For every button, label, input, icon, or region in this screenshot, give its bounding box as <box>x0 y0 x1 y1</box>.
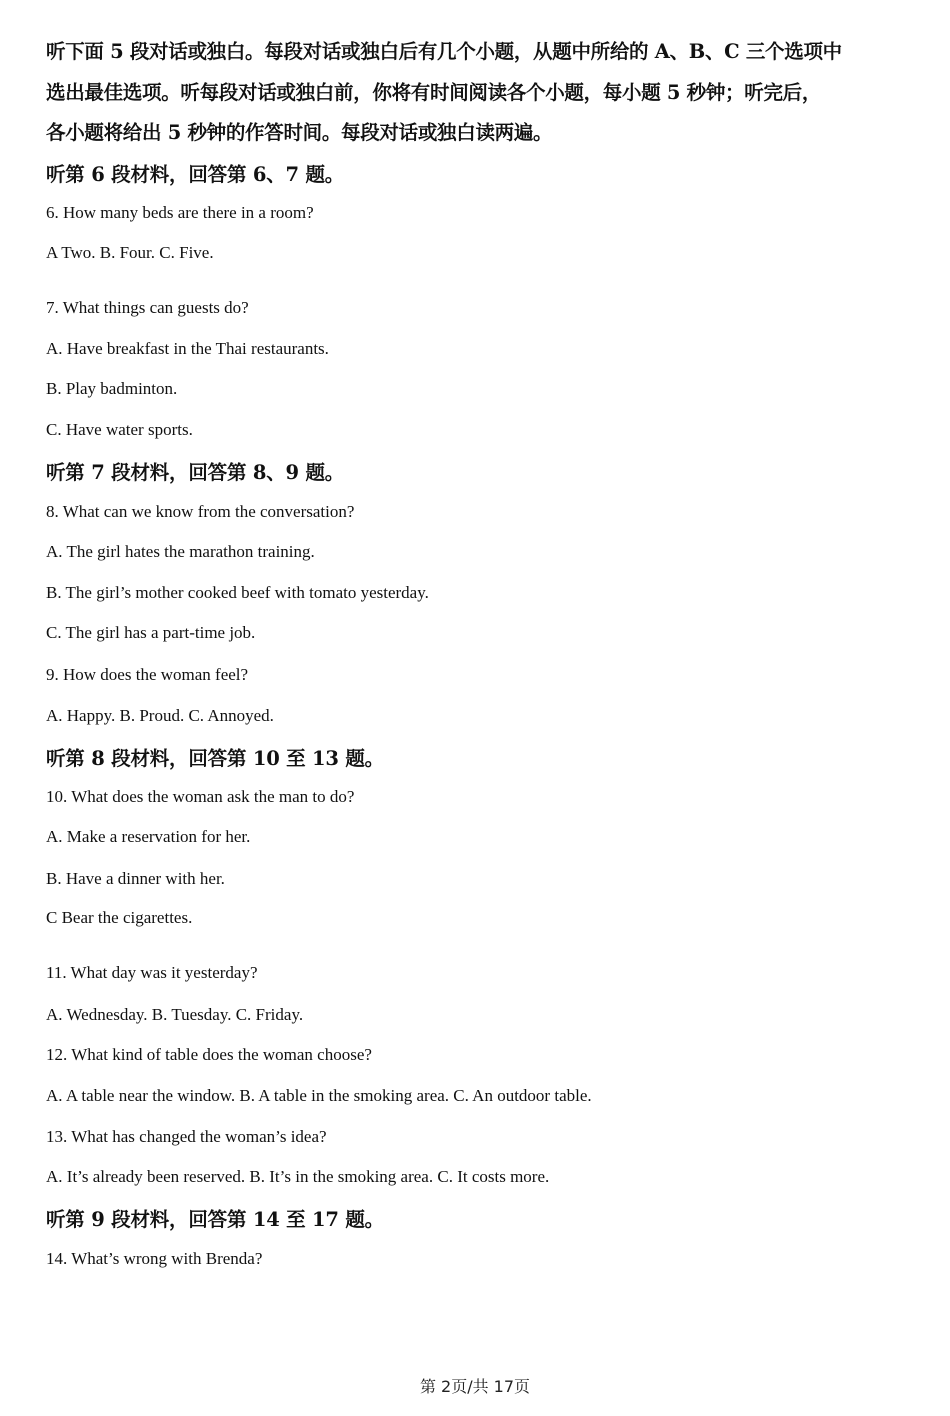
question-7: 7. What things can guests do? <box>46 298 249 317</box>
question-7-option-a: A. Have breakfast in the Thai restaurants. <box>46 339 329 358</box>
question-6: 6. How many beds are there in a room? <box>46 203 314 222</box>
page-number-footer: 第 2页/共 17页 <box>419 1377 531 1396</box>
question-10-option-c: C Bear the cigarettes. <box>46 908 193 927</box>
question-11: 11. What day was it yesterday? <box>46 963 258 982</box>
question-13-options: A. It’s already been reserved. B. It’s in the smoking area. C. It costs more. <box>46 1167 550 1186</box>
question-8: 8. What can we know from the conversation? <box>46 502 355 521</box>
instructions-line-3: 各小题将给出 5 秒钟的作答时间。每段对话或独白读两遍。 <box>46 121 553 144</box>
question-14: 14. What’s wrong with Brenda? <box>46 1249 263 1268</box>
question-13: 13. What has changed the woman’s idea? <box>46 1127 327 1146</box>
question-9: 9. How does the woman feel? <box>46 665 249 684</box>
question-8-option-a: A. The girl hates the marathon training. <box>46 542 315 561</box>
section-heading-6: 听第 6 段材料，回答第 6、7 题。 <box>46 163 345 186</box>
question-11-options: A. Wednesday. B. Tuesday. C. Friday. <box>46 1005 304 1024</box>
section-heading-9: 听第 9 段材料，回答第 14 至 17 题。 <box>46 1208 384 1231</box>
instructions-line-1: 听下面 5 段对话或独白。每段对话或独白后有几个小题，从题中所给的 A、B、C 三个选项中 <box>46 40 842 63</box>
question-10-option-a: A. Make a reservation for her. <box>46 827 251 846</box>
question-10-option-b: B. Have a dinner with her. <box>46 869 225 888</box>
question-8-option-b: B. The girl’s mother cooked beef with tomato yesterday. <box>46 583 429 602</box>
question-10: 10. What does the woman ask the man to do? <box>46 787 355 806</box>
section-heading-7: 听第 7 段材料，回答第 8、9 题。 <box>46 461 345 484</box>
question-12: 12. What kind of table does the woman choose? <box>46 1045 372 1064</box>
question-12-options: A. A table near the window. B. A table in the smoking area. C. An outdoor table. <box>46 1086 592 1105</box>
question-7-option-b: B. Play badminton. <box>46 379 178 398</box>
question-8-option-c: C. The girl has a part-time job. <box>46 623 256 642</box>
section-heading-8: 听第 8 段材料，回答第 10 至 13 题。 <box>46 747 384 770</box>
question-6-options: A Two. B. Four. C. Five. <box>46 243 214 262</box>
question-9-options: A. Happy. B. Proud. C. Annoyed. <box>46 706 274 725</box>
instructions-line-2: 选出最佳选项。听每段对话或独白前，你将有时间阅读各个小题，每小题 5 秒钟；听完后， <box>46 81 822 104</box>
question-7-option-c: C. Have water sports. <box>46 420 193 439</box>
